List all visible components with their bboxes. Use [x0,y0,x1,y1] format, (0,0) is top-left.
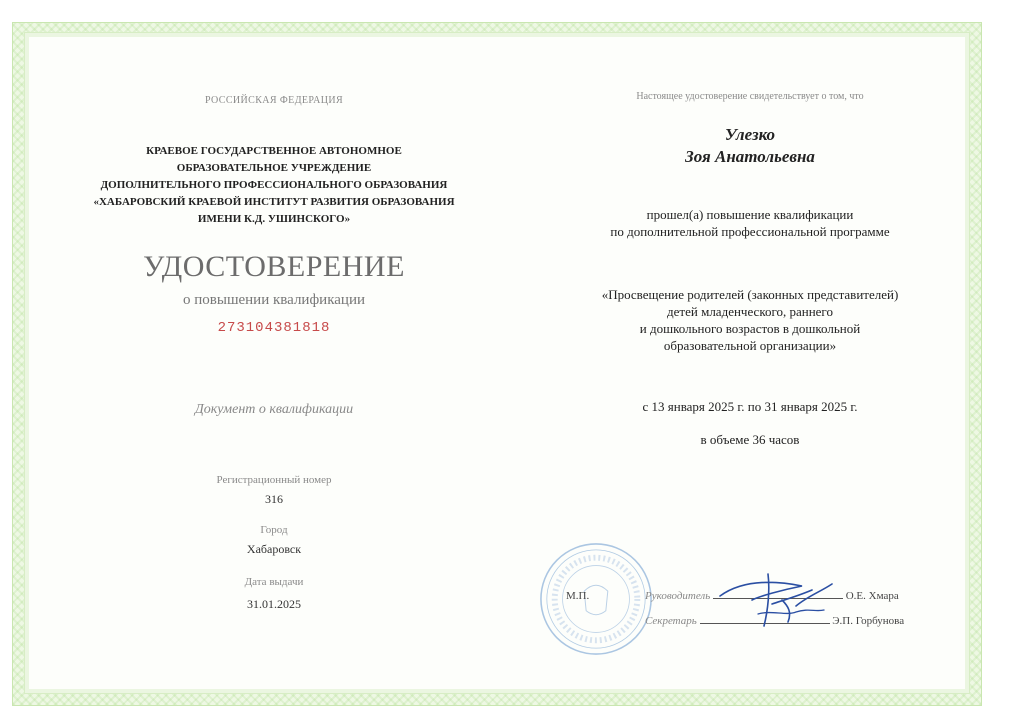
signature-icon [712,566,842,636]
recipient-surname: Улезко [724,125,776,144]
training-dates: с 13 января 2025 г. по 31 января 2025 г. [642,399,858,414]
country-label: РОССИЙСКАЯ ФЕДЕРАЦИЯ [204,95,344,106]
completion-statement [540,206,960,240]
registration-number-label: Регистрационный номер [216,474,332,486]
org-line: КРАЕВОЕ ГОСУДАРСТВЕННОЕ АВТОНОМНОЕ [146,145,402,157]
completion-line: прошел(а) повышение квалификации [646,207,854,222]
intro-text: Настоящее удостоверение свидетельствует о том, что [636,91,864,102]
training-volume: в объеме 36 часов [700,432,800,447]
head-name: О.Е. Хмара [845,590,899,602]
registration-number-value: 316 [265,492,283,506]
secretary-label: Секретарь [645,615,697,627]
document-subtitle: о повышении квалификации [183,292,365,308]
issue-date-label: Дата выдачи [244,576,304,588]
org-line: ДОПОЛНИТЕЛЬНОГО ПРОФЕССИОНАЛЬНОГО ОБРАЗОВАНИЯ [100,179,448,191]
completion-line: по дополнительной профессиональной программе [610,224,890,239]
issue-date-value: 31.01.2025 [247,597,301,611]
org-line: «ХАБАРОВСКИЙ КРАЕВОЙ ИНСТИТУТ РАЗВИТИЯ ОБРАЗОВАНИЯ [93,196,455,208]
org-line: ИМЕНИ К.Д. УШИНСКОГО» [197,213,351,225]
head-label: Руководитель [645,590,711,602]
program-title [540,286,960,354]
secretary-name: Э.П. Горбунова [832,615,905,627]
program-line: образовательной организации» [663,338,837,353]
program-line: «Просвещение родителей (законных представителей) [601,287,899,302]
document-type: Документ о квалификации [194,402,354,417]
official-stamp-icon [537,540,655,658]
recipient-given-name: Зоя Анатольевна [685,147,815,166]
stamp-place-label: М.П. [566,590,590,602]
program-line: и дошкольного возрастов в дошкольной [639,321,861,336]
city-label: Город [260,524,288,536]
organization-name [64,143,484,228]
document-title: УДОСТОВЕРЕНИЕ [143,250,405,283]
recipient-name [540,124,960,168]
program-line: детей младенческого, раннего [667,304,833,319]
certificate-number: 273104381818 [217,320,331,336]
org-line: ОБРАЗОВАТЕЛЬНОЕ УЧРЕЖДЕНИЕ [176,162,372,174]
city-value: Хабаровск [246,542,302,556]
